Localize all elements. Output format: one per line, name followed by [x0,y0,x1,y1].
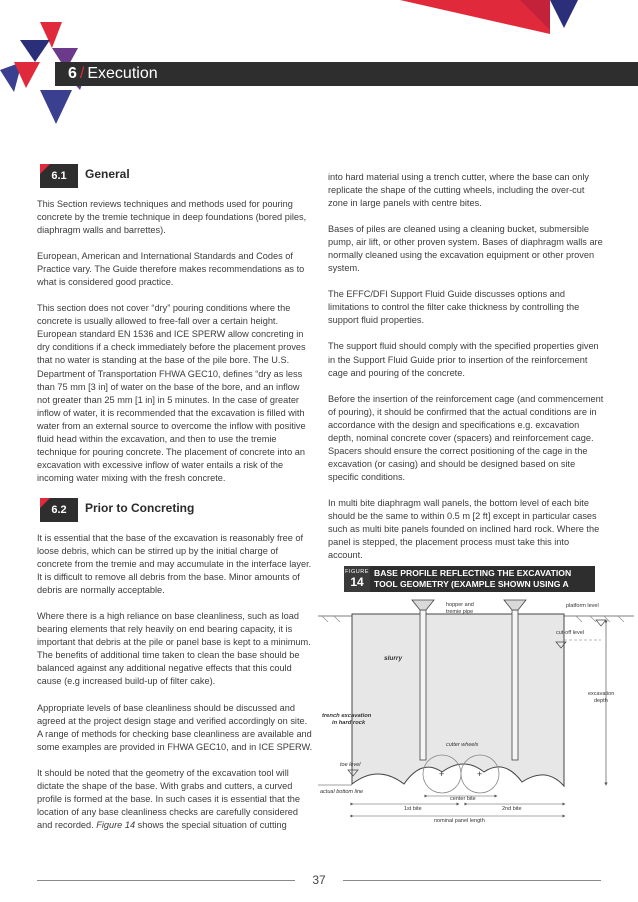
label-excavation-depth: depth [594,698,608,704]
paragraph: Bases of piles are cleaned using a cleaning bucket, submersible pump, air lift, or other proven system. Bases of diaphragm walls are normally cleaned using the excavation equipment or other proven system. [328,224,603,274]
decorative-triangles-right [400,0,638,40]
figure-number: 14 [350,575,364,589]
label-slurry: slurry [384,655,403,662]
figure-14-heading [344,566,595,600]
page-number: 37 [312,873,326,887]
section-6-1-heading [40,164,200,188]
chapter-number: 6 [68,65,77,82]
section-number-badge: 6.2 [40,498,78,522]
label-second-bite: 2nd bite [502,806,522,812]
figure-label: FIGURE [345,569,369,575]
paragraph: Where there is a high reliance on base cleanliness, such as load bearing elements that rely heavily on end bearing capacity, it is important that debris at the pile or panel base is kept to a minimum. The benefits of additional time taken to clean the base should be balanced against any additional negative effects that this could cause (e.g increased build-up of filter cake). [37,611,311,687]
paragraph: The EFFC/DFI Support Fluid Guide discusses options and limitations to control the filter cake thickness by controlling the support fluid properties. [328,289,580,326]
hopper-left [412,600,434,610]
figure-reference: Figure 14 [96,819,136,830]
platform-level-marker [596,620,606,626]
label-tremie: tremie pipe [446,609,474,615]
label-first-bite: 1st bite [404,806,422,812]
paragraph: In multi bite diaphragm wall panels, the bottom level of each bite should be the same to within 0.5 m [2 ft] except in particular cases such as multi bite panels founded on inclined hard rock. Where the panel is stepped, the placement process must take this into account. [328,497,600,561]
label-trench: trench excavation [322,713,372,719]
paragraph: It is essential that the base of the excavation is reasonably free of loose debris, which can be stirred up by the initial charge of concrete from the tremie and may accumulate in the interface layer. It is difficult to remove all debris from the base. Minor amounts of debris are normally acceptable. [37,533,312,596]
label-cutter-wheels: cutter wheels [446,742,479,748]
excavation-shape [352,614,564,786]
paragraph: This section does not cover “dry” pouring conditions where the concrete is usually allowed to free-fall over a certain height. European standard EN 1536 and ICE SPERW allow concreting in dry conditions if a check immediately before the placement proves that no water is standing at the base of the pile bore. The U.S. Department of Transportation FHWA GEC10, defines “dry as less than 75 mm [3 in] of water on the base of the bore, and an inflow not greater than 25 mm [1 in] in 5 minutes. In the case of greater inflow of water, it is recommended that the excavation is filled with water from an external source to overcome the inflow with positive fluid head within the excavation, and then to use the tremie technique for pouring concrete. The placement of concrete into an excavation with excessive inflow of water entails a risk of the incoming water mixing with the fresh concrete. [37,303,306,483]
right-column-body [328,171,604,575]
paragraph: European, American and International Standards and Codes of Practice vary. The Guide therefore makes recommendations as to what is considered good practice. [37,251,305,288]
chapter-title: Execution [87,65,158,82]
section-6-1-body [37,198,313,498]
badge-accent-triangle [40,164,50,174]
paragraph: Appropriate levels of base cleanliness should be discussed and agreed at the project design stage and verified accordingly on site. A range of methods for checking base cleanliness are available and some examples are provided in FHWA GEC10, and in ICE SPERW. [37,702,313,752]
chapter-header [68,64,158,84]
figure-title: BASE PROFILE REFLECTING THE EXCAVATION TOOL GEOMETRY (EXAMPLE SHOWN USING A CUTTER) [374,568,572,600]
tremie-pipe-right [512,610,518,760]
paragraph: Before the insertion of the reinforcement cage (and commencement of pouring), it should be confirmed that the actual conditions are in accordance with the design and specifications e.g. excavation depth, nominal concrete cover (spacers) and reinforcement cage. Spacers should ensure the correct positioning of the cage in the excavation (or casing) and should be designed based on site specific conditions. [328,393,604,482]
section-6-2-body [37,532,313,845]
label-hard-rock: in hard rock [332,720,366,726]
label-toe-level: toe level [340,762,361,768]
chapter-separator: / [79,65,85,82]
footer-rule-left [37,880,295,881]
wheel-cross-icon: + [477,769,483,779]
label-center-bite: center bite [450,796,476,802]
section-title: Prior to Concreting [85,501,195,515]
label-excavation-depth: excavation [588,691,615,697]
label-panel-length: nominal panel length [434,818,485,824]
paragraph: This Section reviews techniques and methods used for pouring concrete by the tremie technique in deep foundations (bored piles, diaphragm walls and barrettes). [37,199,307,236]
label-platform-level: platform level [566,603,599,609]
label-actual-bottom: actual bottom line [320,789,364,795]
label-cut-off-level: cut-off level [556,630,585,636]
paragraph: into hard material using a trench cutter, where the base can only replicate the shape of the cutting wheels, including the over-cut zone in large panels with centre bites. [328,172,589,209]
hopper-right [504,600,526,610]
label-hopper: hopper and [446,602,474,608]
paragraph-text: It should be noted that the geometry of the excavation tool will dictate the shape of the base. With grabs and cutters, a curved profile is formed at the base. In such cases it is essential that the location of any base cleanliness checks are carefully considered and recorded. [37,767,301,830]
paragraph: The support fluid should comply with the specified properties given in the Support Fluid Guide prior to insertion of the reinforcement cage and pouring of the concrete. [328,341,599,378]
figure-number-box [344,566,370,592]
section-title: General [85,167,130,181]
footer-rule-right [343,880,601,881]
badge-accent-triangle [40,498,50,508]
tremie-pipe-left [420,610,426,760]
excavation-base-profile-diagram [316,596,638,832]
paragraph-text: shows the special situation of cutting [135,819,287,830]
section-number-badge: 6.1 [40,164,78,188]
paragraph [37,767,313,832]
section-6-2-heading [40,498,240,522]
wheel-cross-icon: + [439,769,445,779]
